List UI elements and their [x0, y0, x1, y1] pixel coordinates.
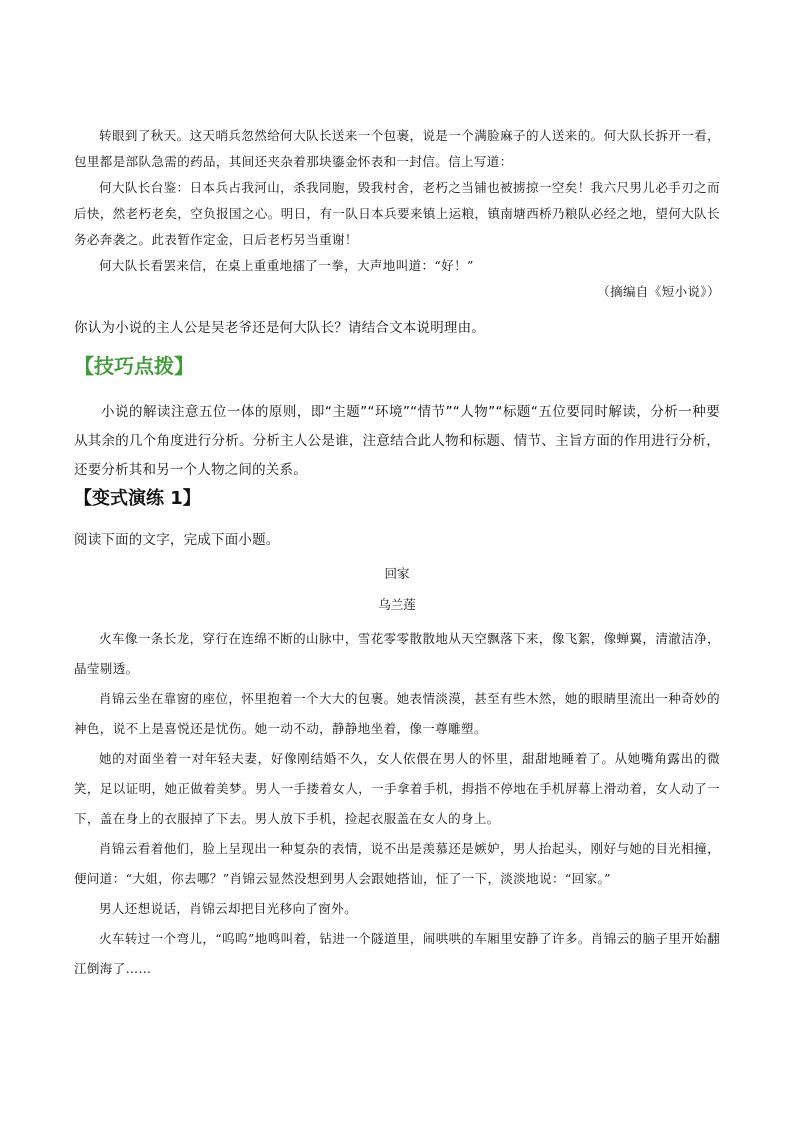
story-paragraph-3: 何大队长看罢来信，在桌上重重地擂了一拳，大声地叫道：“好！” [99, 258, 474, 273]
exercise-heading: 【变式演练 1】 [74, 488, 201, 509]
exercise-paragraph: 她的对面坐着一对年轻夫妻，好像刚结婚不久，女人依偎在男人的怀里，甜甜地睡着了。从她嘴角露出的微笑，足以证明，她正做着美梦。男人一手搂着女人，一手拿着手机，拇指不停地在手机屏幕上滑动着，女人动了一下，盖在身上的衣服掉了下去。男人放下手机，捡起衣服盖在女人的身上。 [74, 751, 720, 826]
question-text: 你认为小说的主人公是吴老爷还是何大队长？请结合文本说明理由。 [74, 320, 485, 336]
exercise-paragraph: 火车转过一个弯儿，“呜呜”地鸣叫着，钻进一个隧道里，闹哄哄的车厢里安静了许多。肖锦云的脑子里开始翻江倒海了…… [74, 931, 720, 976]
exercise-paragraph: 男人还想说话，肖锦云却把目光移向了窗外。 [99, 901, 358, 916]
exercise-instruction: 阅读下面的文字，完成下面小题。 [74, 532, 280, 548]
exercise-story [74, 624, 720, 984]
tips-heading: 【技巧点拨】 [74, 354, 194, 378]
source-citation: （摘编自《短小说》） [597, 284, 720, 299]
story-author: 乌兰莲 [378, 597, 416, 612]
exercise-paragraph: 肖锦云坐在靠窗的座位，怀里抱着一个大大的包裹。她表情淡漠，甚至有些木然，她的眼睛里流出一种奇妙的神色，说不上是喜悦还是忧伤。她一动不动，静静地坐着，像一尊雕塑。 [74, 691, 720, 736]
story-paragraph-1: 转眼到了秋天。这天哨兵忽然给何大队长送来一个包裹，说是一个满脸麻子的人送来的。何大队长拆开一看，包里都是部队急需的药品，其间还夹杂着那块鎏金怀表和一封信。信上写道： [74, 128, 720, 169]
exercise-paragraph: 火车像一条长龙，穿行在连绵不断的山脉中，雪花零零散散地从天空飘落下来，像飞絮，像蝉翼，清澈洁净，晶莹剔透。 [74, 631, 720, 676]
tips-body: 小说的解读注意五位一体的原则，即“主题”“环境”“情节”“人物”“标题“五位要同时解读，分析一种要从其余的几个角度进行分析。分析主人公是谁，注意结合此人物和标题、情节、主旨方面的作用进行分析，还要分析其和另一个人物之间的关系。 [74, 404, 720, 478]
story-excerpt [74, 123, 720, 305]
story-title: 回家 [384, 566, 410, 581]
story-paragraph-2: 何大队长台鉴：日本兵占我河山，杀我同胞，毁我村舍，老朽之当铺也被掳掠一空矣！我六尺男儿必手刃之而后快，然老朽老矣，空负报国之心。明日，有一队日本兵要来镇上运粮，镇南塘西桥乃粮队必经之地，望何大队长务必奔袭之。此表暂作定金，日后老朽另当重谢！ [74, 180, 720, 247]
exercise-paragraph: 肖锦云看着他们，脸上呈现出一种复杂的表情，说不出是羡慕还是嫉妒，男人抬起头，刚好与她的目光相撞，便问道：“大姐，你去哪？”肖锦云显然没想到男人会跟她搭讪，怔了一下，淡淡地说：“回家。” [74, 841, 720, 886]
